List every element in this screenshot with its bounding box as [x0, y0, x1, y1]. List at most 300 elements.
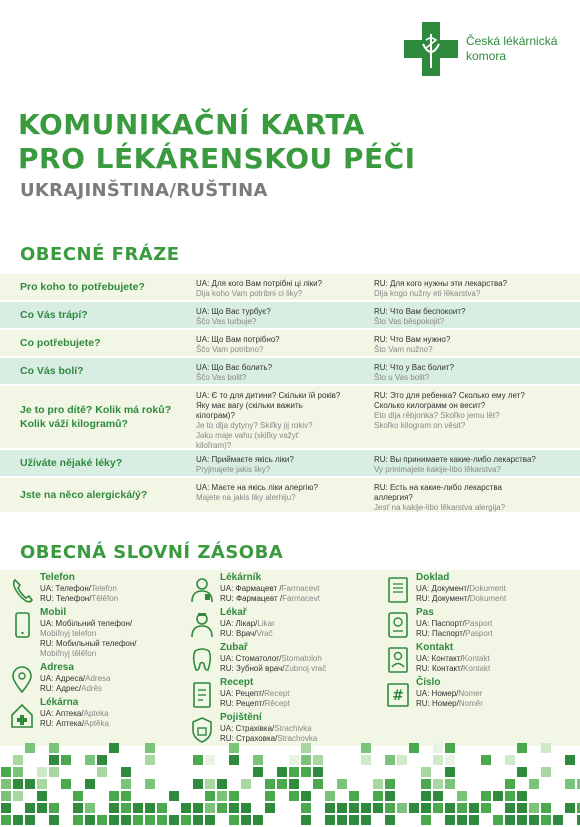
page-title [18, 108, 416, 176]
vocab-translation [40, 584, 180, 594]
mosaic-tile [433, 779, 443, 789]
mosaic-tile [61, 779, 71, 789]
mosaic-tile [217, 779, 227, 789]
mosaic-tile [73, 791, 83, 801]
mosaic-tile [25, 743, 35, 753]
native-text: RU: Мобильный телефон/ [40, 639, 137, 648]
vocab-translation [220, 654, 376, 664]
ru-text: RU: Вы принимаете какие-либо лекарства? [374, 455, 536, 464]
mosaic-tile [229, 791, 239, 801]
passport-icon [386, 611, 410, 639]
mosaic-tile [445, 803, 455, 813]
ua-transliteration: Ščo Vas bolit? [196, 373, 247, 382]
mosaic-tile [289, 755, 299, 765]
mosaic-tile [529, 779, 539, 789]
vocab-item [0, 572, 180, 604]
vocab-translation [220, 724, 376, 734]
mosaic-tile [13, 791, 23, 801]
ua-text: UA: Що Вас болить? [196, 363, 273, 372]
transliteration: Kontakt [463, 664, 491, 673]
ru-transliteration: Što Vam nužno? [374, 345, 433, 354]
mosaic-tile [289, 779, 299, 789]
transliteration: Dokument [469, 594, 507, 603]
mosaic-tile [49, 803, 59, 813]
ru-text: Сколько килограмм он весит? [374, 401, 486, 410]
mosaic-tile [253, 767, 263, 777]
ru-text: RU: Для кого нужны эти лекарства? [374, 279, 508, 288]
transliteration: Rěcept [264, 699, 290, 708]
mosaic-tile [385, 815, 395, 825]
transliteration: Farmacevt [281, 584, 320, 593]
mosaic-tile [229, 743, 239, 753]
phrase-czech: Je to pro dítě? Kolik má roků? Kolik váží kilogramů? [20, 404, 172, 430]
mosaic-tile [409, 803, 419, 813]
phrase-ua [190, 302, 368, 328]
mosaic-tile [121, 767, 131, 777]
vocab-translation [40, 619, 180, 629]
phrases-heading: OBECNÉ FRÁZE [20, 244, 180, 265]
mosaic-tile [301, 815, 311, 825]
mosaic-tile [421, 803, 431, 813]
native-text: RU: Контакт/ [416, 664, 464, 673]
mosaic-tile [241, 779, 251, 789]
vocab-item [376, 607, 580, 639]
phrase-ru [368, 386, 580, 448]
phrase-czech: Pro koho to potřebujete? [20, 281, 145, 293]
mosaic-tile [265, 791, 275, 801]
vocab-term: Číslo [416, 677, 441, 688]
mosaic-tile [145, 779, 155, 789]
mosaic-tile [85, 803, 95, 813]
ru-transliteration: Skoľko kilogram on věsit? [374, 421, 466, 430]
logo-line2: komora [466, 49, 507, 63]
mosaic-tile [541, 803, 551, 813]
vocab-column [0, 570, 180, 746]
native-text: UA: Телефон/ [40, 584, 91, 593]
vocab-translation [220, 629, 376, 639]
vocab-translation [220, 594, 376, 604]
mosaic-tile [337, 815, 347, 825]
mosaic-tile [421, 815, 431, 825]
phrase-ua [190, 478, 368, 512]
mosaic-tile [373, 779, 383, 789]
mosaic-tile [481, 803, 491, 813]
pharmacy-cross-icon [404, 22, 458, 76]
mosaic-tile [385, 791, 395, 801]
mosaic-tile [373, 791, 383, 801]
mosaic-tile [361, 755, 371, 765]
vocab-translation [220, 584, 376, 594]
mosaic-tile [133, 803, 143, 813]
mosaic-tile [541, 815, 551, 825]
vocab-term: Pojištění [220, 712, 262, 723]
ua-transliteration: Jaku maje vahu (skiľky važyť [196, 431, 299, 440]
transliteration: Strachovka [277, 734, 318, 743]
mosaic-tile [421, 791, 431, 801]
transliteration: Nomer [458, 689, 483, 698]
mosaic-tile [385, 779, 395, 789]
transliteration: Noměr [458, 699, 483, 708]
document-icon [386, 576, 410, 604]
vocab-heading: OBECNÁ SLOVNÍ ZÁSOBA [20, 542, 284, 563]
mosaic-tile [289, 791, 299, 801]
vocab-item [180, 607, 376, 639]
mosaic-tile [481, 755, 491, 765]
mosaic-tile [313, 779, 323, 789]
mosaic-tile [385, 755, 395, 765]
mobile-phone-icon [10, 611, 34, 639]
native-text: UA: Страхівка/ [220, 724, 275, 733]
native-text: RU: Паспорт/ [416, 629, 466, 638]
phrase-ru [368, 358, 580, 384]
mosaic-tile [361, 815, 371, 825]
ua-text: UA: Для кого Вам потрібні ці ліки? [196, 279, 323, 288]
phrase-czech: Co potřebujete? [20, 337, 101, 349]
phrase-czech: Užíváte nějaké léky? [20, 457, 123, 469]
mosaic-tile [421, 767, 431, 777]
vocab-translation [416, 594, 580, 604]
insurance-icon [190, 716, 214, 744]
mosaic-tile [553, 815, 563, 825]
mosaic-tile [145, 755, 155, 765]
mosaic-tile [565, 779, 575, 789]
ua-transliteration: Je to dlja dytyny? Skiľky jij rokiv? [196, 421, 313, 430]
vocab-term: Kontakt [416, 642, 454, 653]
mosaic-tile [37, 803, 47, 813]
ru-text: RU: Что Вам беспокоит? [374, 307, 466, 316]
table-row [0, 330, 580, 358]
mosaic-tile [445, 743, 455, 753]
vocab-term: Pas [416, 607, 434, 618]
mosaic-tile [565, 755, 575, 765]
vocab-translation [416, 654, 580, 664]
vocab-term: Telefon [40, 572, 75, 583]
mosaic-tile [469, 815, 479, 825]
native-text: UA: Контакт/ [416, 654, 463, 663]
mosaic-tile [145, 743, 155, 753]
location-pin-icon [10, 666, 34, 694]
mosaic-tile [109, 791, 119, 801]
mosaic-tile [253, 755, 263, 765]
vocab-translation [416, 689, 580, 699]
ru-transliteration: Jesť na kakije-libo lěkarstva alergija? [374, 503, 506, 512]
phrase-ru [368, 302, 580, 328]
mosaic-tile [301, 755, 311, 765]
vocab-translation [40, 639, 180, 649]
ua-transliteration: kiloľram)? [196, 441, 232, 450]
ua-text: кілограм)? [196, 411, 235, 420]
transliteration: Tělěfon [91, 594, 119, 603]
mosaic-tile [205, 755, 215, 765]
vocab-item [376, 642, 580, 674]
native-text: RU: Номер/ [416, 699, 459, 708]
mosaic-tile [349, 803, 359, 813]
vocab-item [376, 572, 580, 604]
title-line1: KOMUNIKAČNÍ KARTA [18, 108, 365, 141]
phrase-ru [368, 450, 580, 476]
vocab-item [376, 677, 580, 709]
table-row [0, 386, 580, 450]
ru-transliteration: Dlja kogo nužny eti lěkarstva? [374, 289, 481, 298]
vocab-translation [220, 619, 376, 629]
mosaic-tile [541, 767, 551, 777]
transliteration: Vrač [256, 629, 273, 638]
mosaic-tile [433, 803, 443, 813]
mosaic-tile [505, 803, 515, 813]
mosaic-tile [481, 791, 491, 801]
native-text: UA: Документ/ [416, 584, 470, 593]
ru-text: RU: Есть на какие-либо лекарства [374, 483, 502, 492]
vocab-translation [40, 649, 180, 659]
mosaic-tile [457, 791, 467, 801]
mosaic-tile [145, 803, 155, 813]
mosaic-tile [529, 803, 539, 813]
mosaic-tile [1, 767, 11, 777]
ua-text: UA: Що Вам потрібно? [196, 335, 280, 344]
mosaic-tile [457, 815, 467, 825]
mosaic-tile [73, 815, 83, 825]
phrase-ua [190, 330, 368, 356]
mosaic-tile [169, 815, 179, 825]
vocab-translation [40, 594, 180, 604]
table-row [0, 450, 580, 478]
mosaic-tile [445, 815, 455, 825]
mosaic-tile [121, 815, 131, 825]
mosaic-tile [109, 743, 119, 753]
mosaic-tile [181, 803, 191, 813]
vocab-item [0, 697, 180, 729]
mosaic-tile [505, 815, 515, 825]
native-text: RU: Аптека/ [40, 719, 85, 728]
pharmacist-icon [190, 576, 214, 604]
mosaic-tile [277, 767, 287, 777]
vocab-translation [220, 699, 376, 709]
vocab-item [180, 712, 376, 744]
mosaic-tile [301, 791, 311, 801]
mosaic-tile [49, 743, 59, 753]
decorative-mosaic [0, 742, 580, 827]
phrase-ua [190, 274, 368, 300]
vocab-translation [416, 584, 580, 594]
mosaic-tile [253, 815, 263, 825]
mosaic-tile [289, 767, 299, 777]
mosaic-tile [517, 743, 527, 753]
vocab-translation [220, 689, 376, 699]
pharmacy-building-icon [10, 701, 34, 729]
mosaic-tile [61, 755, 71, 765]
vocab-term: Doklad [416, 572, 450, 583]
mosaic-tile [13, 755, 23, 765]
ru-text: аллергия? [374, 493, 413, 502]
phrase-czech: Jste na něco alergická/ý? [20, 489, 148, 501]
native-text: UA: Лікар/ [220, 619, 258, 628]
mosaic-tile [301, 743, 311, 753]
ua-text: UA: Є то для дитини? Скільки їй років? [196, 391, 341, 400]
vocab-term: Adresa [40, 662, 74, 673]
mosaic-tile [13, 815, 23, 825]
vocab-translation [220, 664, 376, 674]
ru-text: RU: Что у Вас болит? [374, 363, 454, 372]
mosaic-tile [517, 791, 527, 801]
vocab-item [180, 642, 376, 674]
vocab-translation [40, 629, 180, 639]
mosaic-tile [229, 755, 239, 765]
ua-transliteration: Ščo Vas turbuje? [196, 317, 257, 326]
logo-text [466, 34, 576, 64]
mosaic-tile [109, 815, 119, 825]
native-text: UA: Номер/ [416, 689, 459, 698]
mosaic-tile [433, 755, 443, 765]
logo [404, 22, 576, 76]
ua-transliteration: Ščo Vam potribno? [196, 345, 264, 354]
native-text: UA: Рецепт/ [220, 689, 265, 698]
ru-text: RU: Это для ребенка? Сколько ему лет? [374, 391, 525, 400]
mosaic-tile [97, 755, 107, 765]
ua-transliteration: Dlja koho Vam potribni ci liky? [196, 289, 303, 298]
number-icon [386, 681, 410, 709]
mosaic-tile [529, 815, 539, 825]
ru-text: RU: Что Вам нужно? [374, 335, 451, 344]
mosaic-tile [169, 791, 179, 801]
ru-transliteration: Eto dlja rěbjonka? Skoľko jemu lět? [374, 411, 500, 420]
mosaic-tile [313, 755, 323, 765]
vocab-term: Lékař [220, 607, 247, 618]
phrase-ua [190, 386, 368, 448]
phrase-ru [368, 330, 580, 356]
mosaic-tile [25, 815, 35, 825]
mosaic-tile [229, 803, 239, 813]
native-text: RU: Зубной врач/ [220, 664, 285, 673]
native-text: RU: Врач/ [220, 629, 257, 638]
transliteration: Telefon [90, 584, 117, 593]
mosaic-tile [241, 815, 251, 825]
mosaic-tile [337, 779, 347, 789]
mosaic-tile [337, 803, 347, 813]
mosaic-tile [49, 815, 59, 825]
mosaic-tile [73, 803, 83, 813]
mosaic-tile [25, 803, 35, 813]
transliteration: Apteka [83, 709, 109, 718]
mosaic-tile [361, 743, 371, 753]
mosaic-tile [1, 803, 11, 813]
vocab-item [0, 662, 180, 694]
ua-text: UA: Що Вас турбує? [196, 307, 271, 316]
mosaic-tile [121, 779, 131, 789]
mosaic-tile [49, 767, 59, 777]
mosaic-tile [1, 779, 11, 789]
phrases-table [0, 274, 580, 514]
vocab-term: Lékárník [220, 572, 262, 583]
native-text: RU: Документ/ [416, 594, 470, 603]
mosaic-tile [325, 815, 335, 825]
mosaic-tile [205, 791, 215, 801]
phrase-ua [190, 358, 368, 384]
mosaic-tile [49, 755, 59, 765]
vocab-translation [40, 719, 180, 729]
mosaic-tile [193, 815, 203, 825]
mosaic-tile [205, 815, 215, 825]
mosaic-tile [145, 815, 155, 825]
vocab-column [180, 570, 376, 746]
ua-transliteration: Majete na jakis liky alerhiju? [196, 493, 296, 502]
phrase-czech: Co Vás trápí? [20, 309, 88, 321]
svg-text:#: # [392, 688, 404, 704]
mosaic-tile [493, 791, 503, 801]
transliteration: Adrěs [81, 684, 103, 693]
native-text: UA: Паспорт/ [416, 619, 465, 628]
transliteration: Mobiľnyj telefon [40, 629, 97, 638]
mosaic-tile [349, 815, 359, 825]
vocab-translation [40, 674, 180, 684]
native-text: UA: Мобільний телефон/ [40, 619, 133, 628]
native-text: RU: Адрес/ [40, 684, 82, 693]
mosaic-tile [37, 779, 47, 789]
mosaic-tile [493, 815, 503, 825]
mosaic-tile [517, 803, 527, 813]
mosaic-tile [277, 779, 287, 789]
vocab-term: Zubař [220, 642, 248, 653]
mosaic-tile [205, 779, 215, 789]
ru-transliteration: Vy prinimajete kakije-libo lěkarstva? [374, 465, 501, 474]
mosaic-tile [13, 767, 23, 777]
vocab-column [376, 570, 580, 746]
mosaic-tile [205, 803, 215, 813]
native-text: RU: Фармацевт / [220, 594, 283, 603]
mosaic-tile [445, 767, 455, 777]
mosaic-tile [157, 803, 167, 813]
contact-icon [386, 646, 410, 674]
ua-text: UA: Маєте на якісь ліки алергію? [196, 483, 318, 492]
transliteration: Recept [264, 689, 290, 698]
native-text: UA: Стоматолог/ [220, 654, 282, 663]
mosaic-tile [133, 815, 143, 825]
mosaic-tile [181, 815, 191, 825]
title-line2: PRO LÉKÁRENSKOU PÉČI [18, 142, 416, 175]
mosaic-tile [265, 803, 275, 813]
mosaic-tile [397, 755, 407, 765]
mosaic-tile [85, 815, 95, 825]
vocab-translation [416, 699, 580, 709]
tooth-icon [190, 646, 214, 674]
mosaic-tile [565, 803, 575, 813]
mosaic-tile [109, 803, 119, 813]
mosaic-tile [433, 743, 443, 753]
mosaic-tile [505, 791, 515, 801]
vocab-term: Mobil [40, 607, 67, 618]
doctor-icon [190, 611, 214, 639]
mosaic-tile [25, 779, 35, 789]
mosaic-tile [1, 815, 11, 825]
native-text: UA: Адреса/ [40, 674, 86, 683]
mosaic-tile [193, 803, 203, 813]
mosaic-tile [361, 803, 371, 813]
mosaic-tile [397, 803, 407, 813]
table-row [0, 274, 580, 302]
mosaic-tile [505, 779, 515, 789]
mosaic-tile [445, 755, 455, 765]
mosaic-tile [517, 815, 527, 825]
native-text: RU: Телефон/ [40, 594, 92, 603]
mosaic-tile [385, 803, 395, 813]
mosaic-tile [85, 755, 95, 765]
transliteration: Kontakt [462, 654, 490, 663]
table-row [0, 302, 580, 330]
mosaic-tile [433, 791, 443, 801]
mosaic-tile [193, 755, 203, 765]
mosaic-tile [97, 767, 107, 777]
transliteration: Aptěka [84, 719, 109, 728]
mosaic-tile [241, 803, 251, 813]
